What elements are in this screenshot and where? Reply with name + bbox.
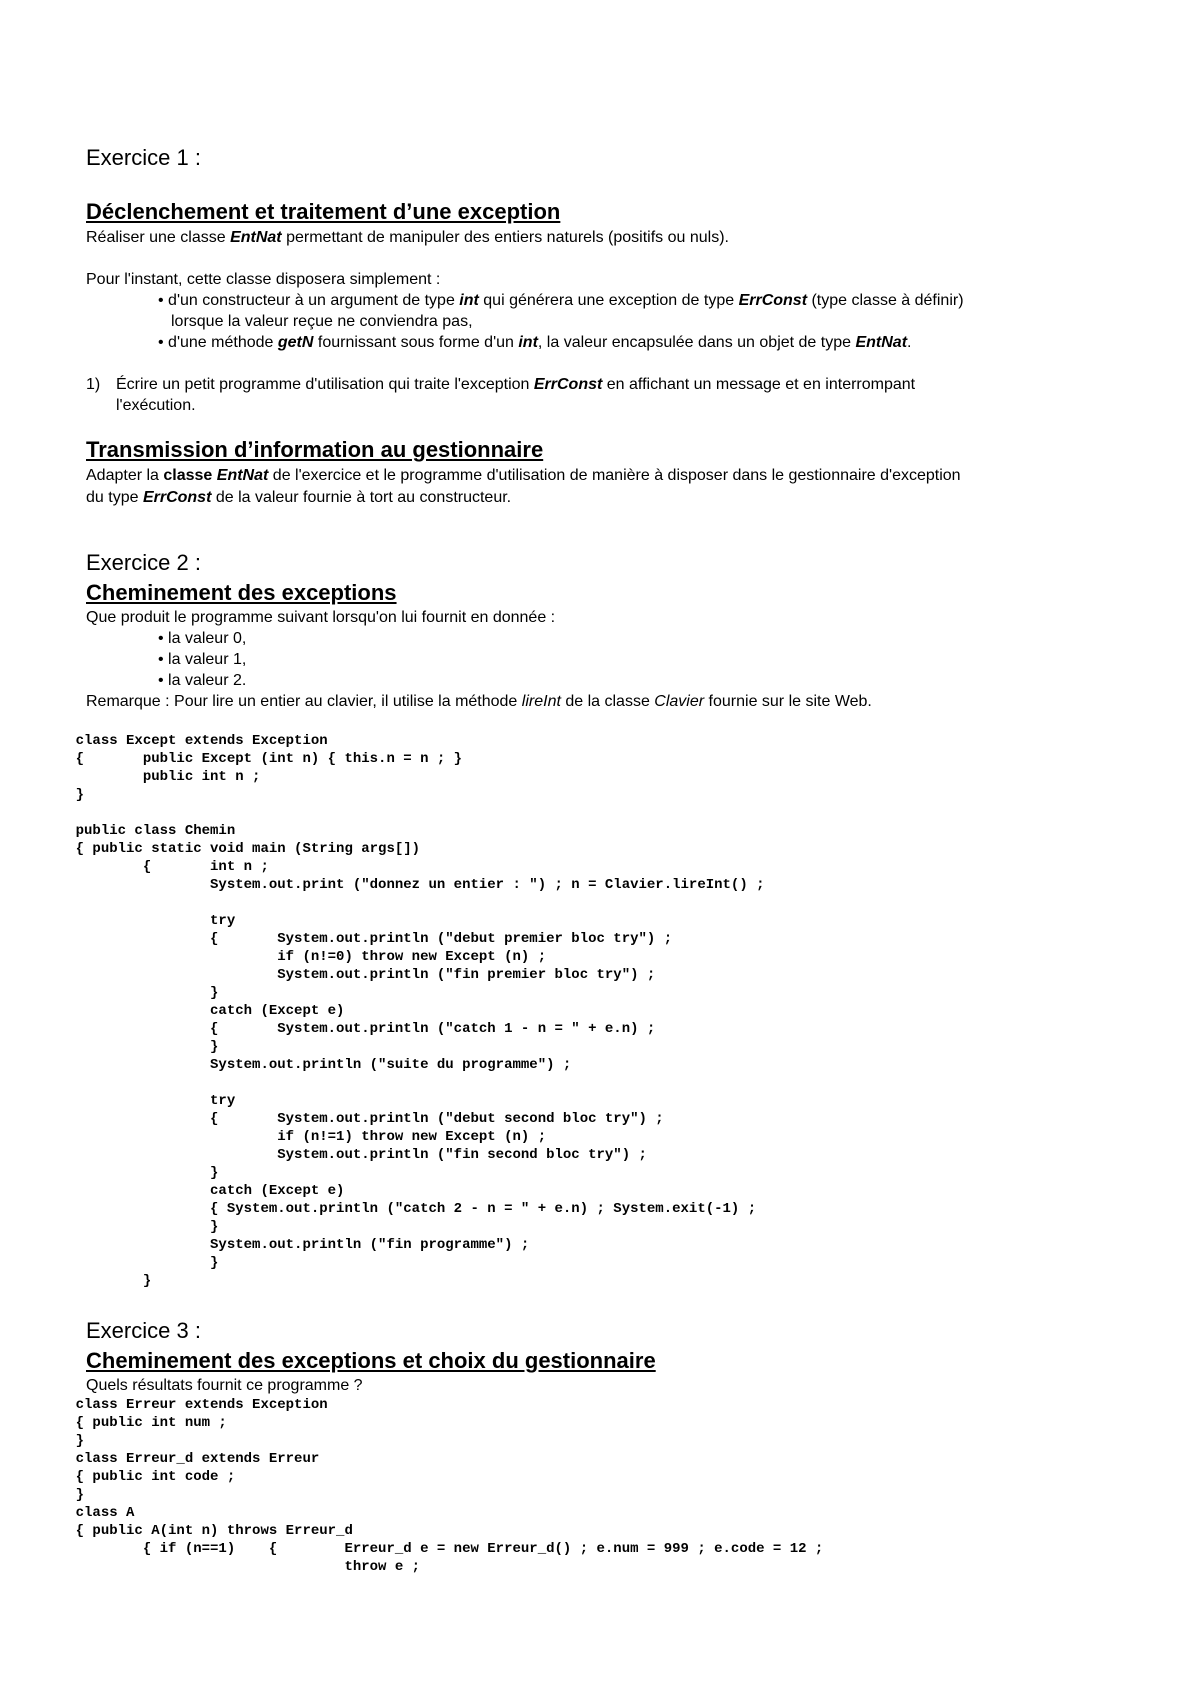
ex1-question-1-continued: l'exécution. — [116, 397, 196, 414]
errconst-term: ErrConst — [533, 376, 603, 393]
text-segment: , la valeur encapsulée dans un objet de type — [537, 334, 856, 351]
ex1-instant-line: Pour l'instant, cette classe disposera simplement : — [86, 271, 441, 288]
text-segment: . — [907, 334, 912, 351]
exercise-1-title: Exercice 1 : — [86, 145, 201, 170]
errconst-term: ErrConst — [142, 489, 212, 506]
text-segment: qui générera une exception de type — [478, 292, 739, 309]
int-term: int — [518, 334, 538, 351]
int-term: int — [459, 292, 479, 309]
text-segment: Écrire un petit programme d'utilisation qui traite l'exception — [116, 376, 534, 393]
text-segment: de l'exercice et le programme d'utilisation de manière à disposer dans le gestionnaire d'exception — [268, 467, 961, 484]
lireint-term: lireInt — [521, 693, 561, 710]
ex1-question-1-number: 1) — [86, 376, 101, 393]
ex1-bullet-getn — [158, 333, 911, 353]
ex2-value-0: • la valeur 0, — [158, 630, 247, 647]
text-segment: de la valeur fournie à tort au constructeur. — [211, 489, 512, 506]
getn-term: getN — [277, 334, 314, 351]
ex2-remark — [86, 692, 872, 712]
ex2-code-block: class Except extends Exception { public Except (int n) { this.n = n ; } public int n ; } public class Chemin { public static void main (String args[]) { int n ; System.out.print ("donnez un entier : ") ; n = Clavier.lireInt() ; try { System.out.println ("debut premier bloc try") ; if (n!=0) throw new Except (n) ; System.out.println ("fin premier bloc try") ; } catch (Except e) { System.out.println ("catch 1 - n = " + e.n) ; } System.out.println ("suite du programme") ; try { System.out.println ("debut second bloc try") ; if (n!=1) throw new Except (n) ; System.out.println ("fin second bloc try") ; } catch (Except e) { System.out.println ("catch 2 - n = " + e.n) ; System.exit(-1) ; } System.out.println ("fin programme") ; } } — [75, 733, 765, 1289]
ex1-question-1 — [116, 375, 915, 395]
clavier-term: Clavier — [654, 693, 705, 710]
ex3-section-title: Cheminement des exceptions et choix du gestionnaire — [86, 1348, 656, 1373]
ex1-transmission-line-2 — [86, 488, 511, 508]
ex1-transmission-line-1 — [86, 466, 961, 486]
text-segment: (type classe à définir) — [807, 292, 964, 309]
text-segment: permettant de manipuler des entiers naturels (positifs ou nuls). — [281, 229, 729, 246]
entnat-term: EntNat — [216, 467, 269, 484]
ex2-section-title: Cheminement des exceptions — [86, 580, 397, 605]
text-segment: Adapter la — [86, 467, 164, 484]
exercise-3-title: Exercice 3 : — [86, 1318, 201, 1343]
text-segment: en affichant un message et en interrompant — [602, 376, 916, 393]
ex2-value-1: • la valeur 1, — [158, 651, 247, 668]
ex2-value-2: • la valeur 2. — [158, 672, 247, 689]
text-segment: Réaliser une classe — [86, 229, 231, 246]
text-segment: • d'un constructeur à un argument de type — [158, 292, 460, 309]
ex1-section-transmission-title: Transmission d’information au gestionnaire — [86, 437, 544, 462]
text-segment: Remarque : Pour lire un entier au clavier, il utilise la méthode — [86, 693, 522, 710]
ex1-bullet-constructor — [158, 291, 964, 311]
ex3-code-block: class Erreur extends Exception { public int num ; } class Erreur_d extends Erreur { public int code ; } class A { public A(int n) throws Erreur_d { if (n==1) { Erreur_d e = new Erreur_d() ; e.num = 999 ; e.code = 12 ; throw e ; — [75, 1397, 824, 1575]
ex1-bullet-constructor-continued: lorsque la valeur reçue ne conviendra pas, — [171, 313, 473, 330]
text-segment: du type — [86, 489, 143, 506]
ex1-section-declenchement-title: Déclenchement et traitement d’une exception — [86, 199, 561, 224]
errconst-term: ErrConst — [738, 292, 808, 309]
ex3-intro-line: Quels résultats fournit ce programme ? — [86, 1377, 363, 1394]
entnat-term: EntNat — [230, 229, 282, 246]
ex2-intro-line: Que produit le programme suivant lorsqu'on lui fournit en donnée : — [86, 609, 556, 626]
exercise-2-title: Exercice 2 : — [86, 550, 201, 575]
entnat-term: EntNat — [855, 334, 908, 351]
classe-term: classe — [163, 467, 217, 484]
text-segment: de la classe — [560, 693, 655, 710]
text-segment: fournissant sous forme d'un — [313, 334, 519, 351]
text-segment: • d'une méthode — [158, 334, 278, 351]
text-segment: fournie sur le site Web. — [704, 693, 872, 710]
ex1-intro-line — [86, 228, 729, 248]
